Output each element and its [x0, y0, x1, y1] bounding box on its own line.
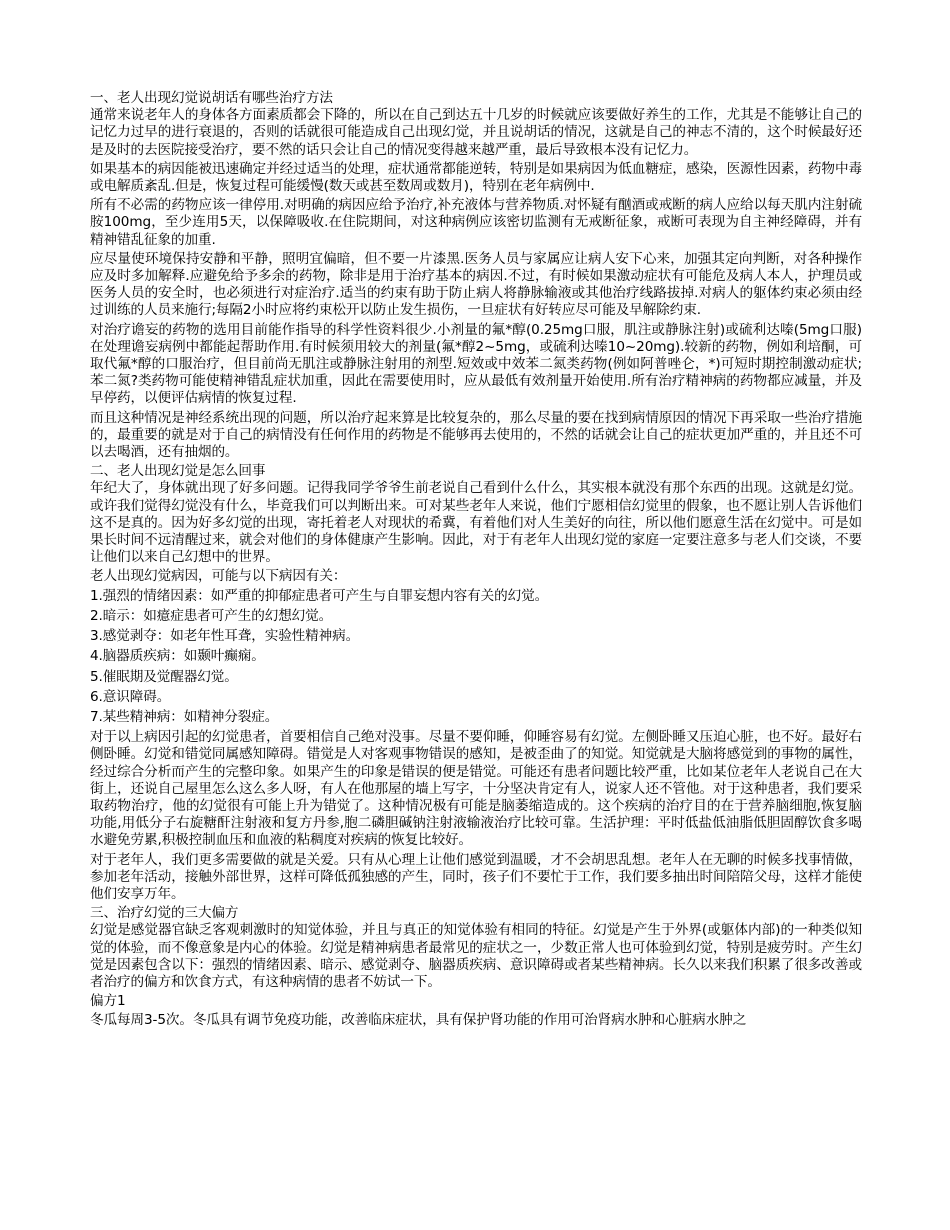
paragraph: 如果基本的病因能被迅速确定并经过适当的处理，症状通常都能逆转，特别是如果病因为低血糖症，感染，医源性因素，药物中毒或电解质紊乱.但是，恢复过程可能缓慢(数天或甚至数周或数月)，特别在老年病例中.: [90, 160, 862, 195]
list-item: 2.暗示：如癔症患者可产生的幻想幻觉。: [90, 607, 333, 624]
paragraph: 对于以上病因引起的幻觉患者，首要相信自己绝对没事。尽量不要仰睡，仰睡容易有幻觉。左侧卧睡又压迫心脏，也不好。最好右侧卧睡。幻觉和错觉同属感知障碍。错觉是人对客观事物错误的感知，是被歪曲了的知觉。知觉就是大脑将感觉到的事物的属性，经过综合分析而产生的完整印象。如果产生的印象是错误的便是错觉。可能还有患者问题比较严重，比如某位老年人老说自己在大街上，还说自己屋里怎么这么多人呀，有人在他那屋的墙上写字，十分坚决肯定有人，说家人还不管他。对于这种患者，我们要采取药物治疗，他的幻觉很有可能上升为错觉了。这种情况极有可能是脑萎缩造成的。这个疾病的治疗目的在于营养脑细胞,恢复脑功能,用低分子右旋糖酐注射液和复方丹参,胞二磷胆碱钠注射液输液治疗比较可靠。生活护理：平时低盐低油脂低胆固醇饮食多喝水避免劳累,积极控制血压和血液的粘稠度对疾病的恢复比较好。: [90, 729, 862, 849]
paragraph: 幻觉是感觉器官缺乏客观刺激时的知觉体验，并且与真正的知觉体验有相同的特征。幻觉是产生于外界(或躯体内部)的一种类似知觉的体验，而不像意象是内心的体验。幻觉是精神病患者最常见的症状之一，少数正常人也可体验到幻觉，特别是疲劳时。产生幻觉是因素包含以下：强烈的情绪因素、暗示、感觉剥夺、脑器质疾病、意识障碍或者某些精神病。长久以来我们积累了很多改善或者治疗的偏方和饮食方式，有这种病情的患者不妨试一下。: [90, 922, 862, 990]
paragraph: 通常来说老年人的身体各方面素质都会下降的，所以在自己到达五十几岁的时候就应该要做好养生的工作，尤其是不能够让自己的记忆力过早的进行衰退的，否则的话就很可能造成自己出现幻觉，并且说胡话的情况，这就是自己的神志不清的，这个时候最好还是及时的去医院接受治疗，要不然的话只会让自己的情况变得越来越严重，最后导致根本没有记忆力。: [90, 107, 862, 158]
paragraph: 老人出现幻觉病因，可能与以下病因有关：: [90, 568, 347, 585]
document-body: [90, 90, 862, 1032]
list-item: 5.催眠期及觉醒器幻觉。: [90, 668, 238, 685]
paragraph: 年纪大了，身体就出现了好多问题。记得我同学爷爷生前老说自己看到什么什么，其实根本就没有那个东西的出现。这就是幻觉。或许我们觉得幻觉没有什么，毕竟我们可以判断出来。可对某些老年人来说，他们宁愿相信幻觉里的假象，也不愿让别人告诉他们这不是真的。因为好多幻觉的出现，寄托着老人对现状的希冀，有着他们对人生美好的向往，所以他们愿意生活在幻觉中。可是如果长时间不远清醒过来，就会对他们的身体健康产生影响。因此，对于有老年人出现幻觉的家庭一定要注意多与老人们交谈，不要让他们以来自己幻想中的世界。: [90, 480, 862, 566]
section-heading-2: 二、老人出现幻觉是怎么回事: [90, 463, 266, 480]
list-item: 7.某些精神病：如精神分裂症。: [90, 708, 279, 725]
list-item: 4.脑器质疾病：如颞叶癫痫。: [90, 648, 265, 665]
paragraph: 所有不必需的药物应该一律停用.对明确的病因应给予治疗,补充液体与营养物质.对怀疑有酗酒或戒断的病人应给以每天肌内注射硫胺100mg，至少连用5天，以保障吸收.在住院期间，对这种病例应该密切监测有无戒断征象，戒断可表现为自主神经障碍，并有精神错乱征象的加重.: [90, 197, 862, 248]
paragraph: 应尽量使环境保持安静和平静，照明宜偏暗，但不要一片漆黑.医务人员与家属应让病人安下心来，加强其定向判断，对各种操作应及时多加解释.应避免给予多余的药物，除非是用于治疗基本的病因.不过，有时候如果激动症状有可能危及病人本人，护理员或医务人员的安全时，也必须进行对症治疗.适当的约束有助于防止病人将静脉输液或其他治疗线路拔掉.对病人的躯体约束必须由经过训练的人员来施行;每隔2小时应将约束松开以防止发生损伤，一旦症状有好转应尽可能及早解除约束.: [90, 250, 862, 319]
paragraph: 冬瓜每周3-5次。冬瓜具有调节免疫功能，改善临床症状，具有保护肾功能的作用可治肾病水肿和心脏病水肿之: [90, 1012, 747, 1029]
list-item: 1.强烈的情绪因素：如严重的抑郁症患者可产生与自罪妄想内容有关的幻觉。: [90, 587, 549, 604]
paragraph: 而且这种情况是神经系统出现的问题，所以治疗起来算是比较复杂的，那么尽量的要在找到病情原因的情况下再采取一些治疗措施的，最重要的就是对于自己的病情没有任何作用的药物是不能够再去使用的，不然的话就会让自己的症状更加严重的，并且还不可以去喝酒，还有抽烟的。: [90, 409, 862, 461]
paragraph: 对于老年人，我们更多需要做的就是关爱。只有从心理上让他们感觉到温暖，才不会胡思乱想。老年人在无聊的时候多找事情做，参加老年活动，接触外部世界，这样可降低孤独感的产生，同时，孩子们不要忙于工作，我们要多抽出时间陪陪父母，这样才能使他们安享万年。: [90, 851, 862, 902]
section-heading-1: 一、老人出现幻觉说胡话有哪些治疗方法: [90, 90, 333, 106]
list-item: 6.意识障碍。: [90, 688, 171, 705]
paragraph: 对治疗谵妄的药物的选用目前能作指导的科学性资料很少.小剂量的氟*醇(0.25mg口服，肌注或静脉注射)或硫利达嗪(5mg口服)在处理谵妄病例中都能起帮助作用.有时候须用较大的剂量(氟*醇2~5mg，或硫利达嗪10~20mg).较新的药物，例如利培酮，可取代氟*醇的口服治疗，但目前尚无肌注或静脉注射用的剂型.短效或中效苯二氮类药物(例如阿普唑仑，*)可短时期控制激动症状;苯二氮?类药物可能使精神错乱症状加重，因此在需要使用时，应从最低有效剂量开始使用.所有治疗精神病的药物都应减量，并及早停药，以便评估病情的恢复过程.: [90, 321, 862, 407]
section-heading-3: 三、治疗幻觉的三大偏方: [90, 905, 239, 922]
list-item: 3.感觉剥夺：如老年性耳聋，实验性精神病。: [90, 628, 360, 645]
remedy-title: 偏方1: [90, 993, 126, 1010]
